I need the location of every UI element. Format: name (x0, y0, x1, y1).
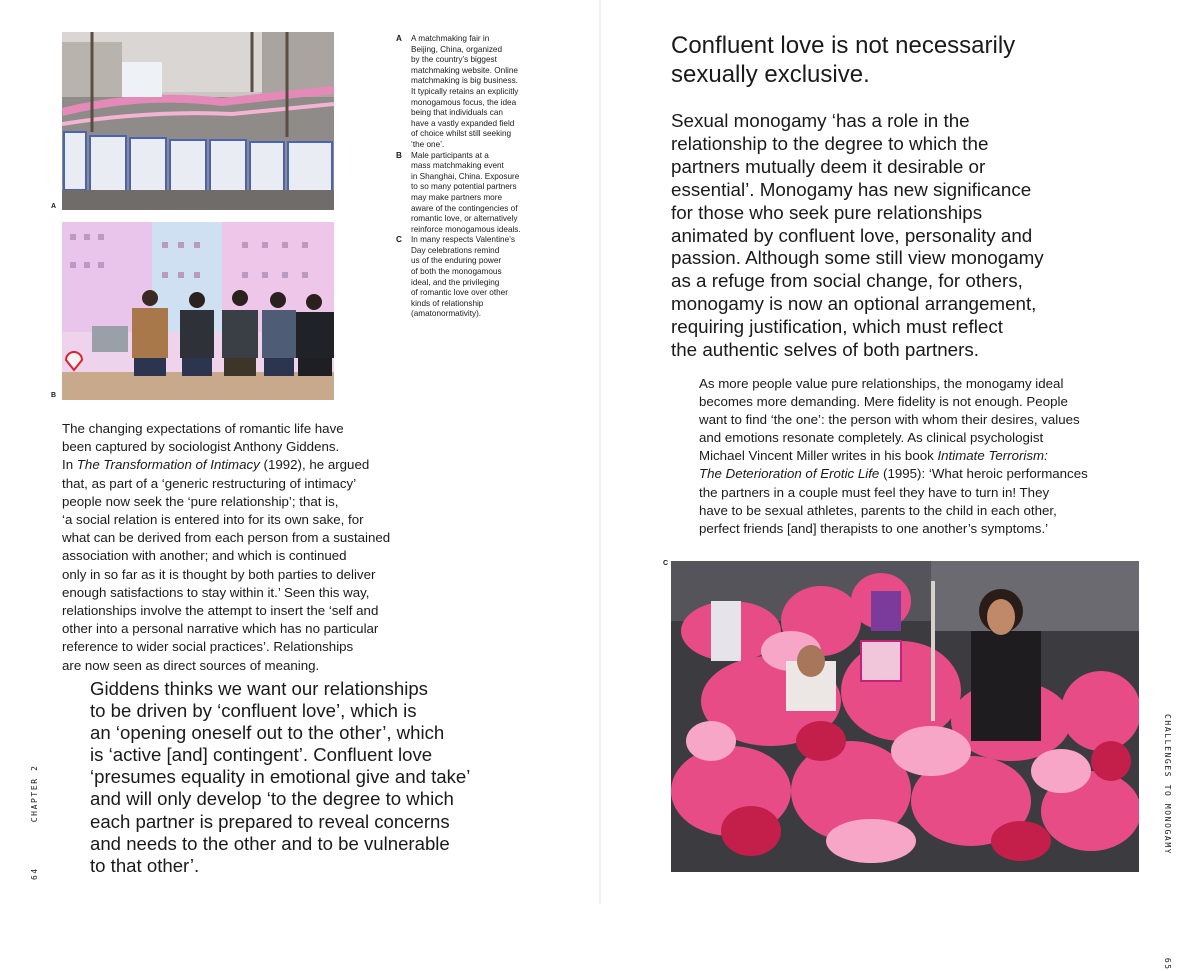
headline (671, 32, 1091, 89)
pull-quote-line: Giddens thinks we want our relationships (90, 678, 428, 699)
page-number-right: 65 (1163, 957, 1172, 971)
caption-line: being that individuals can (411, 108, 503, 118)
caption-line: ideal, and the privileging (411, 277, 500, 287)
body-left-line: are now seen as direct sources of meaning. (62, 657, 320, 673)
caption-c (396, 235, 532, 320)
figure-letter-b: B (51, 392, 57, 399)
lead-line: monogamy is now an optional arrangement, (671, 293, 1037, 315)
body-left-line: people now seek the ‘pure relationship’; that is, (62, 493, 339, 509)
lead-line: for those who seek pure relationships (671, 201, 983, 223)
folio-right (1163, 714, 1172, 971)
body-left-line: only in so far as it is thought by both parties to deliver (62, 566, 376, 582)
caption-line: ‘the one’. (411, 139, 445, 149)
caption-letter: C (396, 235, 402, 245)
caption-line: A matchmaking fair in (411, 34, 490, 43)
caption-line: may make partners more (411, 192, 503, 202)
body-right-line: and emotions resonate completely. As clinical psychologist (699, 430, 1044, 446)
photo-valentines-flower-market (671, 561, 1139, 872)
body-right-line: becomes more demanding. Mere fidelity is not enough. People (699, 394, 1068, 410)
caption-line: of romantic love over other (411, 288, 508, 298)
body-left-line: ‘a social relation is entered into for its own sake, for (62, 512, 364, 528)
lead-text-right (671, 110, 1111, 362)
body-left-line: enough satisfactions to stay within it.’ Seen this way, (62, 584, 370, 600)
book-subtitle-erotic-life: The Deterioration of Erotic Life (699, 466, 880, 482)
photo-matchmaking-fair (62, 32, 334, 210)
caption-line: in Shanghai, China. Exposure (411, 171, 520, 181)
caption-line: matchmaking is big business. (411, 76, 518, 86)
caption-line: Day celebrations remind (411, 245, 500, 255)
lead-line: requiring justification, which must reflect (671, 316, 1003, 338)
caption-b (396, 151, 532, 236)
lead-line: relationship to the degree to which the (671, 132, 989, 154)
lead-line: passion. Although some still view monogamy (671, 247, 1044, 269)
caption-line: kinds of relationship (411, 298, 484, 308)
folio-left (30, 764, 39, 880)
lead-line: the authentic selves of both partners. (671, 339, 979, 361)
caption-line: Male participants at a (411, 150, 489, 160)
caption-line: Beijing, China, organized (411, 44, 503, 54)
book-title-intimate-terrorism: Intimate Terrorism: (937, 448, 1048, 464)
caption-line: to so many potential partners (411, 182, 517, 192)
body-left-line: other into a personal narrative which has no particular (62, 621, 379, 637)
page-gutter (599, 0, 601, 904)
caption-line: (amatonormativity). (411, 309, 482, 319)
caption-line: It typically retains an explicitly (411, 86, 519, 96)
running-head: CHALLENGES TO MONOGAMY (1163, 714, 1172, 856)
figure-captions (396, 34, 532, 320)
caption-line: us of the enduring power (411, 256, 502, 266)
body-left-text: In (62, 457, 77, 473)
body-right-line: have to be sexual athletes, parents to the child in each other, (699, 502, 1057, 518)
caption-line: matchmaking website. Online (411, 65, 518, 75)
photo-matchmaking-event (62, 222, 334, 400)
body-right-line (699, 465, 1139, 483)
body-right-line: want to find ‘the one’: the person with whom their desires, values (699, 412, 1080, 428)
book-title-transformation-of-intimacy: The Transformation of Intimacy (76, 457, 260, 473)
body-text-left (62, 420, 427, 675)
lead-line: as a refuge from social change, for others, (671, 270, 1023, 292)
caption-letter: A (396, 34, 402, 43)
lead-line: animated by confluent love, personality and (671, 224, 1033, 246)
caption-a (396, 34, 532, 151)
body-left-line: what can be derived from each person from a sustained (62, 530, 391, 546)
lead-line: essential’. Monogamy has new significance (671, 178, 1032, 200)
caption-line: In many respects Valentine’s (411, 235, 515, 245)
caption-line: monogamous focus, the idea (411, 97, 517, 107)
caption-letter: B (396, 150, 402, 160)
pull-quote-line: each partner is prepared to reveal concerns (90, 810, 450, 832)
body-left-line: reference to wider social practices’. Relationships (62, 639, 354, 655)
body-right-line (699, 447, 1139, 465)
caption-line: aware of the contingencies of (411, 203, 518, 213)
body-right-text: Michael Vincent Miller writes in his book (699, 448, 938, 464)
body-text-right (699, 375, 1139, 538)
body-right-line: As more people value pure relationships, the monogamy ideal (699, 376, 1064, 391)
body-right-text: (1995): ‘What heroic performances (879, 466, 1088, 482)
body-right-line: the partners in a couple must feel they have to turn in! They (699, 484, 1050, 500)
figure-letter-c: C (663, 560, 669, 567)
lead-line: partners mutually deem it desirable or (671, 155, 986, 177)
body-left-line (62, 456, 427, 474)
figure-letter-a: A (51, 203, 57, 210)
body-left-line: association with another; and which is continued (62, 548, 347, 564)
caption-line: have a vastly expanded field (411, 118, 515, 128)
pull-quote-line: and will only develop ‘to the degree to which (90, 788, 454, 810)
pull-quote-line: is ‘active [and] contingent’. Confluent love (90, 744, 433, 766)
pull-quote-left (90, 678, 510, 877)
headline-line: sexually exclusive. (671, 60, 870, 88)
body-left-text: (1992), he argued (259, 457, 370, 473)
caption-line: by the country’s biggest (411, 55, 497, 65)
pull-quote-line: to that other’. (90, 854, 200, 876)
body-left-line: The changing expectations of romantic life have (62, 421, 344, 436)
caption-line: reinforce monogamous ideals. (411, 224, 521, 234)
caption-line: of both the monogamous (411, 267, 502, 277)
headline-line: Confluent love is not necessarily (671, 32, 1016, 59)
lead-line: Sexual monogamy ‘has a role in the (671, 110, 970, 131)
page-number-left: 64 (30, 867, 39, 880)
pull-quote-line: an ‘opening oneself out to the other’, which (90, 722, 445, 744)
body-left-line: that, as part of a ‘generic restructuring of intimacy’ (62, 475, 357, 491)
pull-quote-line: ‘presumes equality in emotional give and take’ (90, 766, 471, 788)
pull-quote-line: and needs to the other and to be vulnerable (90, 832, 450, 854)
caption-line: romantic love, or alternatively (411, 214, 518, 224)
body-left-line: been captured by sociologist Anthony Giddens. (62, 439, 340, 455)
caption-line: of choice whilst still seeking (411, 129, 512, 139)
pull-quote-line: to be driven by ‘confluent love’, which is (90, 700, 417, 722)
caption-line: mass matchmaking event (411, 161, 504, 171)
chapter-label: CHAPTER 2 (30, 764, 39, 823)
body-right-line: perfect friends [and] therapists to one another’s symptoms.’ (699, 520, 1049, 536)
body-left-line: relationships involve the attempt to insert the ‘self and (62, 603, 379, 619)
